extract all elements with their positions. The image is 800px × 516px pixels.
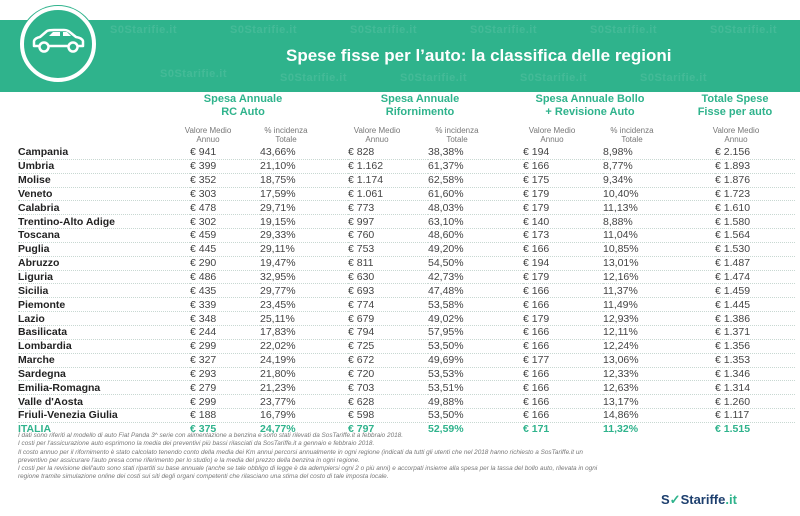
cell-rc-valore: € 188 (190, 409, 260, 423)
cell-rif-valore: € 672 (348, 353, 428, 367)
cell-rif-incidenza: 49,69% (428, 353, 523, 367)
cell-bollo-incidenza: 13,17% (603, 395, 715, 409)
total-rif-incidenza: 52,59% (428, 423, 464, 436)
cell-bollo-valore: € 177 (523, 353, 603, 367)
cell-rc-incidenza: 29,11% (260, 242, 348, 256)
header-rifornimento-label: Spesa Annuale Rifornimento (380, 93, 460, 118)
cell-rc-valore: € 327 (190, 353, 260, 367)
cell-rc-incidenza: 16,79% (260, 409, 348, 423)
cell-bollo-incidenza: 8,88% (603, 215, 715, 229)
total-bollo-valore: € 171 (523, 423, 550, 436)
cell-rif-incidenza: 42,73% (428, 270, 523, 284)
cell-rc-incidenza: 29,33% (260, 229, 348, 243)
header-rifornimento (345, 93, 495, 119)
cell-bollo-valore: € 194 (523, 256, 603, 270)
watermark: S0Starifie.it (470, 24, 538, 36)
table-row (18, 298, 795, 312)
cell-rif-incidenza: 47,48% (428, 284, 523, 298)
table-row (18, 256, 795, 270)
cell-bollo-incidenza: 11,49% (603, 298, 715, 312)
cell-region: Campania (18, 146, 190, 159)
cell-totale-valore: € 1.723 (715, 187, 795, 201)
cell-rif-incidenza: 54,50% (428, 256, 523, 270)
cell-rc-incidenza: 21,80% (260, 367, 348, 381)
cell-rif-incidenza: 38,38% (428, 146, 523, 159)
cell-region: Puglia (18, 242, 190, 256)
cell-region: Valle d'Aosta (18, 395, 190, 409)
cell-rc-incidenza: 18,75% (260, 173, 348, 187)
subhead-valore: Valore Medio Annuo (528, 126, 576, 144)
cell-rc-incidenza: 25,11% (260, 312, 348, 326)
cell-rif-incidenza: 49,88% (428, 395, 523, 409)
cell-bollo-incidenza: 12,16% (603, 270, 715, 284)
cell-totale-valore: € 1.260 (715, 395, 795, 409)
cell-totale-valore: € 1.610 (715, 201, 795, 215)
cell-rif-valore: € 1.174 (348, 173, 428, 187)
cell-totale-valore: € 1.371 (715, 325, 795, 339)
cell-region: Friuli-Venezia Giulia (18, 409, 190, 423)
cell-region: Sardegna (18, 367, 190, 381)
cell-bollo-incidenza: 8,98% (603, 146, 715, 159)
cell-rc-valore: € 290 (190, 256, 260, 270)
cell-rif-incidenza: 63,10% (428, 215, 523, 229)
logo-check-icon: ✓ (669, 492, 681, 507)
table-row (18, 173, 795, 187)
cell-rif-incidenza: 49,20% (428, 242, 523, 256)
table-row (18, 353, 795, 367)
watermark: S0Starifie.it (280, 72, 348, 84)
cell-rc-valore: € 435 (190, 284, 260, 298)
cell-bollo-valore: € 166 (523, 381, 603, 395)
table-row (18, 201, 795, 215)
cell-region: Trentino-Alto Adige (18, 215, 190, 229)
cell-bollo-incidenza: 11,13% (603, 201, 715, 215)
cell-rif-incidenza: 53,53% (428, 367, 523, 381)
cell-rc-valore: € 352 (190, 173, 260, 187)
cell-bollo-valore: € 166 (523, 284, 603, 298)
cell-bollo-valore: € 166 (523, 395, 603, 409)
cell-totale-valore: € 1.876 (715, 173, 795, 187)
cell-rc-incidenza: 32,95% (260, 270, 348, 284)
cell-rc-valore: € 299 (190, 395, 260, 409)
cell-rc-incidenza: 29,71% (260, 201, 348, 215)
cell-rif-incidenza: 57,95% (428, 325, 523, 339)
cell-bollo-incidenza: 11,04% (603, 229, 715, 243)
cell-rif-incidenza: 53,58% (428, 298, 523, 312)
cell-rc-valore: € 478 (190, 201, 260, 215)
table-row (18, 367, 795, 381)
subhead-valore: Valore Medio Annuo (353, 126, 401, 144)
subhead-incidenza: % incidenza Totale (435, 126, 479, 144)
cell-rc-valore: € 293 (190, 367, 260, 381)
cell-rif-valore: € 760 (348, 229, 428, 243)
cell-totale-valore: € 1.353 (715, 353, 795, 367)
footnote: I costi per la revisione dell'auto sono stati ripartiti su base annuale (anche se tale obbligo di legge è da adempiersi ogni 2 o più anni) e accorpati insieme alla spesa per la tassa del bollo auto, rilevata in ogni regione tramite simulazione online dei costi sui siti degli organi competenti che rilasciano una stima del costo di tale imposta locale. (18, 465, 598, 481)
cell-bollo-incidenza: 13,06% (603, 353, 715, 367)
cell-rc-incidenza: 29,77% (260, 284, 348, 298)
cell-region: Molise (18, 173, 190, 187)
cell-rc-incidenza: 17,59% (260, 187, 348, 201)
cell-rif-incidenza: 48,03% (428, 201, 523, 215)
watermark: S0Starifie.it (710, 24, 778, 36)
cell-rc-incidenza: 23,45% (260, 298, 348, 312)
table-row (18, 409, 795, 423)
cell-totale-valore: € 1.386 (715, 312, 795, 326)
footnote: I dati sono riferiti al modello di auto Fiat Panda 3^ serie con alimentazione a benzina e sono stati rilevati da SosTariffe.it a febbraio 2018. (18, 432, 404, 439)
cell-totale-valore: € 1.580 (715, 215, 795, 229)
cell-rc-valore: € 339 (190, 298, 260, 312)
table-row (18, 159, 795, 173)
cell-bollo-incidenza: 12,93% (603, 312, 715, 326)
car-icon (30, 26, 86, 54)
car-badge (20, 6, 96, 82)
header-totale (680, 93, 790, 119)
cell-bollo-valore: € 166 (523, 159, 603, 173)
cell-rc-valore: € 303 (190, 187, 260, 201)
total-rc-incidenza: 24,77% (260, 423, 296, 436)
cell-rif-valore: € 774 (348, 298, 428, 312)
cell-rc-valore: € 299 (190, 339, 260, 353)
watermark: S0Starifie.it (160, 68, 228, 80)
subhead-incidenza: % incidenza Totale (264, 126, 308, 144)
cell-rif-valore: € 997 (348, 215, 428, 229)
cell-rif-valore: € 598 (348, 409, 428, 423)
cell-rif-incidenza: 61,37% (428, 159, 523, 173)
table-row (18, 312, 795, 326)
cell-rif-valore: € 679 (348, 312, 428, 326)
cell-rif-valore: € 1.162 (348, 159, 428, 173)
cell-bollo-incidenza: 9,34% (603, 173, 715, 187)
cell-totale-valore: € 1.530 (715, 242, 795, 256)
logo-part: S (661, 492, 670, 507)
cell-bollo-valore: € 140 (523, 215, 603, 229)
cell-totale-valore: € 1.564 (715, 229, 795, 243)
cell-region: Basilicata (18, 325, 190, 339)
total-rif-valore: € 797 (348, 423, 375, 436)
cell-rif-valore: € 628 (348, 395, 428, 409)
cell-rif-valore: € 725 (348, 339, 428, 353)
table-row (18, 284, 795, 298)
cell-bollo-incidenza: 10,40% (603, 187, 715, 201)
cell-rc-valore: € 279 (190, 381, 260, 395)
cell-rc-valore: € 302 (190, 215, 260, 229)
cell-rc-valore: € 486 (190, 270, 260, 284)
cell-region: Lazio (18, 312, 190, 326)
cell-region: Calabria (18, 201, 190, 215)
table-row (18, 339, 795, 353)
watermark: S0Starifie.it (230, 24, 298, 36)
cell-region: Lombardia (18, 339, 190, 353)
cell-region: Marche (18, 353, 190, 367)
cell-rif-incidenza: 61,60% (428, 187, 523, 201)
cell-totale-valore: € 1.314 (715, 381, 795, 395)
cell-region: Abruzzo (18, 256, 190, 270)
cell-region: Emilia-Romagna (18, 381, 190, 395)
cell-rif-incidenza: 53,50% (428, 409, 523, 423)
watermark: S0Starifie.it (520, 72, 588, 84)
watermark: S0Starifie.it (640, 72, 708, 84)
table-row (18, 270, 795, 284)
cell-rc-incidenza: 43,66% (260, 146, 348, 159)
cell-rc-valore: € 459 (190, 229, 260, 243)
cell-rif-incidenza: 53,51% (428, 381, 523, 395)
cell-rc-valore: € 348 (190, 312, 260, 326)
cell-rif-valore: € 811 (348, 256, 428, 270)
cell-rc-incidenza: 17,83% (260, 325, 348, 339)
table-row (18, 229, 795, 243)
cell-rif-valore: € 630 (348, 270, 428, 284)
sostariffe-logo (661, 492, 737, 508)
total-bollo-incidenza: 11,32% (603, 423, 639, 436)
subhead-valore: Valore Medio Annuo (184, 126, 232, 144)
cell-region: Umbria (18, 159, 190, 173)
cell-rif-valore: € 828 (348, 146, 428, 159)
table-row (18, 242, 795, 256)
footnotes (18, 432, 608, 482)
cell-bollo-valore: € 194 (523, 146, 603, 159)
cell-rif-incidenza: 62,58% (428, 173, 523, 187)
cell-totale-valore: € 1.117 (715, 409, 795, 423)
cell-totale-valore: € 1.487 (715, 256, 795, 270)
cell-rc-valore: € 941 (190, 146, 260, 159)
cell-bollo-incidenza: 12,63% (603, 381, 715, 395)
cell-bollo-valore: € 166 (523, 325, 603, 339)
cell-bollo-valore: € 166 (523, 339, 603, 353)
cell-rc-valore: € 445 (190, 242, 260, 256)
cell-rc-incidenza: 19,15% (260, 215, 348, 229)
table-row (18, 395, 795, 409)
cell-bollo-valore: € 179 (523, 312, 603, 326)
cell-rc-valore: € 244 (190, 325, 260, 339)
logo-part: tariffe (689, 492, 726, 507)
cell-rc-incidenza: 24,19% (260, 353, 348, 367)
cell-region: Sicilia (18, 284, 190, 298)
cell-totale-valore: € 2.156 (715, 146, 795, 159)
subhead-incidenza: % incidenza Totale (610, 126, 654, 144)
cell-rif-valore: € 794 (348, 325, 428, 339)
subhead-valore: Valore Medio Annuo (712, 126, 760, 144)
cell-totale-valore: € 1.445 (715, 298, 795, 312)
regions-table (18, 146, 795, 436)
cell-bollo-incidenza: 12,24% (603, 339, 715, 353)
header-rc-auto (188, 93, 298, 119)
cell-rc-incidenza: 21,10% (260, 159, 348, 173)
cell-bollo-valore: € 179 (523, 270, 603, 284)
cell-rif-valore: € 773 (348, 201, 428, 215)
table-row (18, 381, 795, 395)
cell-bollo-incidenza: 12,33% (603, 367, 715, 381)
watermark: S0Starifie.it (350, 24, 418, 36)
cell-region: Veneto (18, 187, 190, 201)
cell-rc-valore: € 399 (190, 159, 260, 173)
cell-bollo-incidenza: 13,01% (603, 256, 715, 270)
total-rc-valore: € 375 (190, 423, 217, 436)
cell-rif-valore: € 693 (348, 284, 428, 298)
cell-totale-valore: € 1.893 (715, 159, 795, 173)
cell-bollo-incidenza: 11,37% (603, 284, 715, 298)
cell-totale-valore: € 1.356 (715, 339, 795, 353)
cell-rif-valore: € 753 (348, 242, 428, 256)
cell-bollo-valore: € 166 (523, 367, 603, 381)
cell-bollo-valore: € 173 (523, 229, 603, 243)
cell-rif-incidenza: 49,02% (428, 312, 523, 326)
cell-rc-incidenza: 19,47% (260, 256, 348, 270)
table-row (18, 325, 795, 339)
cell-bollo-valore: € 166 (523, 242, 603, 256)
total-totale-valore: € 1.515 (715, 423, 751, 436)
watermark: S0Starifie.it (590, 24, 658, 36)
cell-bollo-valore: € 179 (523, 201, 603, 215)
header-bollo-label: Spesa Annuale Bollo + Revisione Auto (535, 93, 645, 118)
cell-bollo-valore: € 166 (523, 298, 603, 312)
cell-bollo-valore: € 175 (523, 173, 603, 187)
cell-rif-valore: € 720 (348, 367, 428, 381)
table-row (18, 187, 795, 201)
footnote: I costi per l'assicurazione auto esprimono la media dei preventivi più bassi rilasciati da SosTariffe.it a gennaio e febbraio 2018. (18, 440, 375, 448)
header-bollo (515, 93, 665, 119)
cell-bollo-valore: € 179 (523, 187, 603, 201)
header-totale-label: Totale Spese Fisse per auto (697, 93, 773, 118)
cell-region: Piemonte (18, 298, 190, 312)
cell-rif-incidenza: 53,50% (428, 339, 523, 353)
cell-rif-valore: € 1.061 (348, 187, 428, 201)
cell-rc-incidenza: 23,77% (260, 395, 348, 409)
table-row (18, 215, 795, 229)
cell-rc-incidenza: 21,23% (260, 381, 348, 395)
cell-rif-incidenza: 48,60% (428, 229, 523, 243)
cell-bollo-valore: € 166 (523, 409, 603, 423)
cell-totale-valore: € 1.459 (715, 284, 795, 298)
footnote: Il costo annuo per il rifornimento è stato calcolato tenendo conto della media dei Km annui percorsi annualmente in ogni regione (indicati da tutti gli utenti che nel 2018 hanno richiesto a SosTariffe.it un preventivo per assicurare l'auto presa come riferimento per lo studio) e la media del prezzo della benzina in ogni regione. (18, 448, 583, 464)
logo-part: S (680, 492, 690, 507)
cell-bollo-incidenza: 14,86% (603, 409, 715, 423)
cell-rc-incidenza: 22,02% (260, 339, 348, 353)
cell-region: Liguria (18, 270, 190, 284)
cell-bollo-incidenza: 12,11% (603, 325, 715, 339)
header-rc-auto-label: Spesa Annuale RC Auto (203, 93, 283, 118)
cell-bollo-incidenza: 10,85% (603, 242, 715, 256)
page-title: Spese fisse per l’auto: la classifica delle regioni (286, 46, 672, 65)
table-row (18, 146, 795, 159)
total-region: ITALIA (18, 423, 52, 436)
logo-part: .it (725, 492, 737, 507)
cell-rif-valore: € 703 (348, 381, 428, 395)
watermark: S0Starifie.it (110, 24, 178, 36)
cell-totale-valore: € 1.346 (715, 367, 795, 381)
cell-bollo-incidenza: 8,77% (603, 159, 715, 173)
watermark: S0Starifie.it (400, 72, 468, 84)
cell-totale-valore: € 1.474 (715, 270, 795, 284)
cell-region: Toscana (18, 229, 190, 243)
